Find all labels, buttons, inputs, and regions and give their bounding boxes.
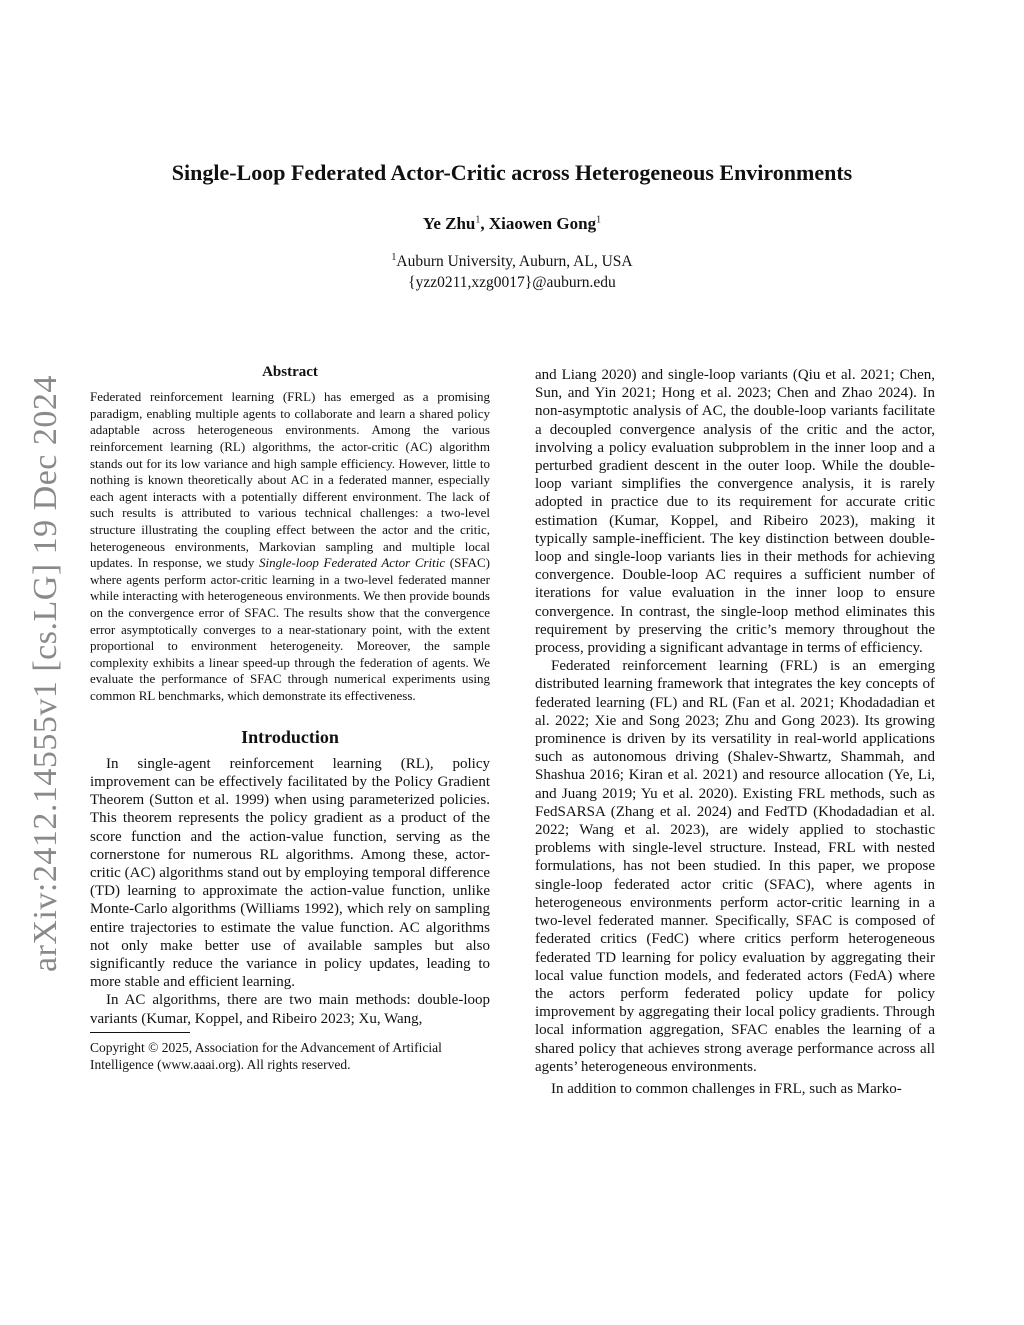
- left-column: [90, 363, 490, 1073]
- body-paragraph: In single-agent reinforcement learning (RL), policy improvement can be effectively facilitated by the Policy Gradient Theorem (Sutton et al. 1999) when using parameterized policies. This theorem represents the policy gradient as a product of the score function and the action-value function, serving as the cornerstone for numerous RL algorithms. Among these, actor-critic (AC) algorithms stand out by employing temporal difference (TD) learning to approximate the action-value function, unlike Monte-Carlo algorithms (Williams 1992), which rely on sampling entire trajectories to estimate the value function. AC algorithms not only make better use of available samples but also significantly reduce the variance in policy updates, leading to more stable and efficient learning.: [90, 755, 490, 991]
- body-paragraph: Federated reinforcement learning (FRL) is an emerging distributed learning framework that integrates the key concepts of federated learning (FL) and RL (Fan et al. 2021; Khodadadian et al. 2022; Xie and Song 2023; Zhu and Gong 2023). Its growing prominence is driven by its versatility in real-world applications such as autonomous driving (Shalev-Shwartz, Shammah, and Shashua 2016; Kiran et al. 2021) and resource allocation (Ye, Li, and Juang 2019; Yu et al. 2020). Existing FRL methods, such as FedSARSA (Zhang et al. 2024) and FedTD (Khodadadian et al. 2022; Wang et al. 2023), are widely applied to stochastic problems with single-level structure. Instead, FRL with nested formulations, has not been studied. In this paper, we propose single-loop federated actor critic (SFAC), where agents in heterogeneous environments perform actor-critic learning in a two-level federated manner. Specifically, SFAC is composed of federated critics (FedC) where critics perform heterogeneous federated TD learning for policy evaluation by aggregating their local value function models, and federated actors (FedA) where the actors perform federated policy update for policy improvement by aggregating their local policy gradients. Through local information aggregation, SFAC enables the learning of a shared policy that achieves strong average performance across all agents’ heterogeneous environments.: [535, 658, 935, 1075]
- affiliation-mark: 1: [391, 252, 397, 263]
- body-paragraph: and Liang 2020) and single-loop variants (Qiu et al. 2021; Chen, Sun, and Yin 2021; Hong et al. 2023; Chen and Zhao 2024). In non-asymptotic analysis of AC, the double-loop variants facilitate a decoupled convergence analysis of the critic and the actor, involving a policy evaluation subproblem in the inner loop and a perturbed gradient descent in the outer loop. While the double-loop variant simplifies the convergence analysis, it is rarely adopted in practice due to its requirement for accurate critic estimation (Kumar, Koppel, and Ribeiro 2023), making it typically sample-inefficient. The key distinction between double-loop and single-loop variants lies in their methods for achieving convergence. Double-loop AC requires a sufficient number of iterations for value evaluation in the inner loop to ensure convergence. In contrast, the single-loop method eliminates this requirement by preserving the critic’s memory throughout the process, providing a significant advantage in terms of efficiency.: [535, 367, 935, 657]
- author-affiliation-mark: 1: [475, 214, 481, 226]
- affiliation-line: [0, 247, 1024, 272]
- author-name: Xiaowen Gong: [488, 214, 597, 233]
- body-paragraph: In addition to common challenges in FRL, such as Marko-: [551, 1080, 902, 1097]
- affiliation-institution: Auburn University, Auburn, AL, USA: [396, 253, 633, 271]
- abstract-text-part: (SFAC) where agents perform actor-critic learning in a two-level federated manner while interacting with heterogeneous environments. We then provide bounds on the convergence error of SFAC. The results show that the convergence error asymptotically converges to a near-stationary point, with the extent proportional to environment heterogeneity. Moreover, the sample complexity exhibits a linear speed-up through the federation of agents. We evaluate the performance of SFAC through numerical experiments using common RL benchmarks, which demonstrate its effectiveness.: [90, 555, 491, 703]
- abstract-heading: Abstract: [262, 364, 318, 380]
- copyright-footnote: Copyright © 2025, Association for the Advancement of Artificial Intelligence (www.aaai.org). All rights reserved.: [90, 1039, 442, 1072]
- abstract-method-name: Single-loop Federated Actor Critic: [258, 555, 446, 571]
- paper-title: Single-Loop Federated Actor-Critic across Heterogeneous Environments: [171, 160, 853, 185]
- introduction-heading: Introduction: [241, 727, 339, 748]
- body-paragraph: In AC algorithms, there are two main methods: double-loop variants (Kumar, Koppel, and Ribeiro 2023; Xu, Wang,: [90, 992, 490, 1027]
- arxiv-identifier: arXiv:2412.14555v1 [cs.LG] 19 Dec 2024: [27, 375, 64, 972]
- right-column: [535, 366, 935, 1098]
- footnote-divider: [90, 1032, 190, 1033]
- author-name: Ye Zhu: [422, 214, 476, 233]
- abstract-text: [90, 389, 490, 704]
- author-list: [0, 214, 1024, 234]
- affiliation-block: [0, 247, 1024, 293]
- author-affiliation-mark: 1: [596, 214, 602, 226]
- author-emails: {yzz0211,xzg0017}@auburn.edu: [408, 274, 616, 292]
- author-separator: ,: [480, 214, 489, 233]
- abstract-text-part: Federated reinforcement learning (FRL) has emerged as a promising paradigm, enabling multiple agents to collaborate and learn a shared policy adaptable across heterogeneous environments. Among the various reinforcement learning (RL) algorithms, the actor-critic (AC) algorithm stands out for its low variance and high sample efficiency. However, little to nothing is known theoretically about AC in a federated manner, especially each agent interacts with a potentially different environment. The lack of such results is attributed to various technical challenges: a two-level structure illustrating the coupling effect between the actor and the critic, heterogeneous environments, Markovian sampling and multiple local updates. In response, we study: [90, 389, 490, 571]
